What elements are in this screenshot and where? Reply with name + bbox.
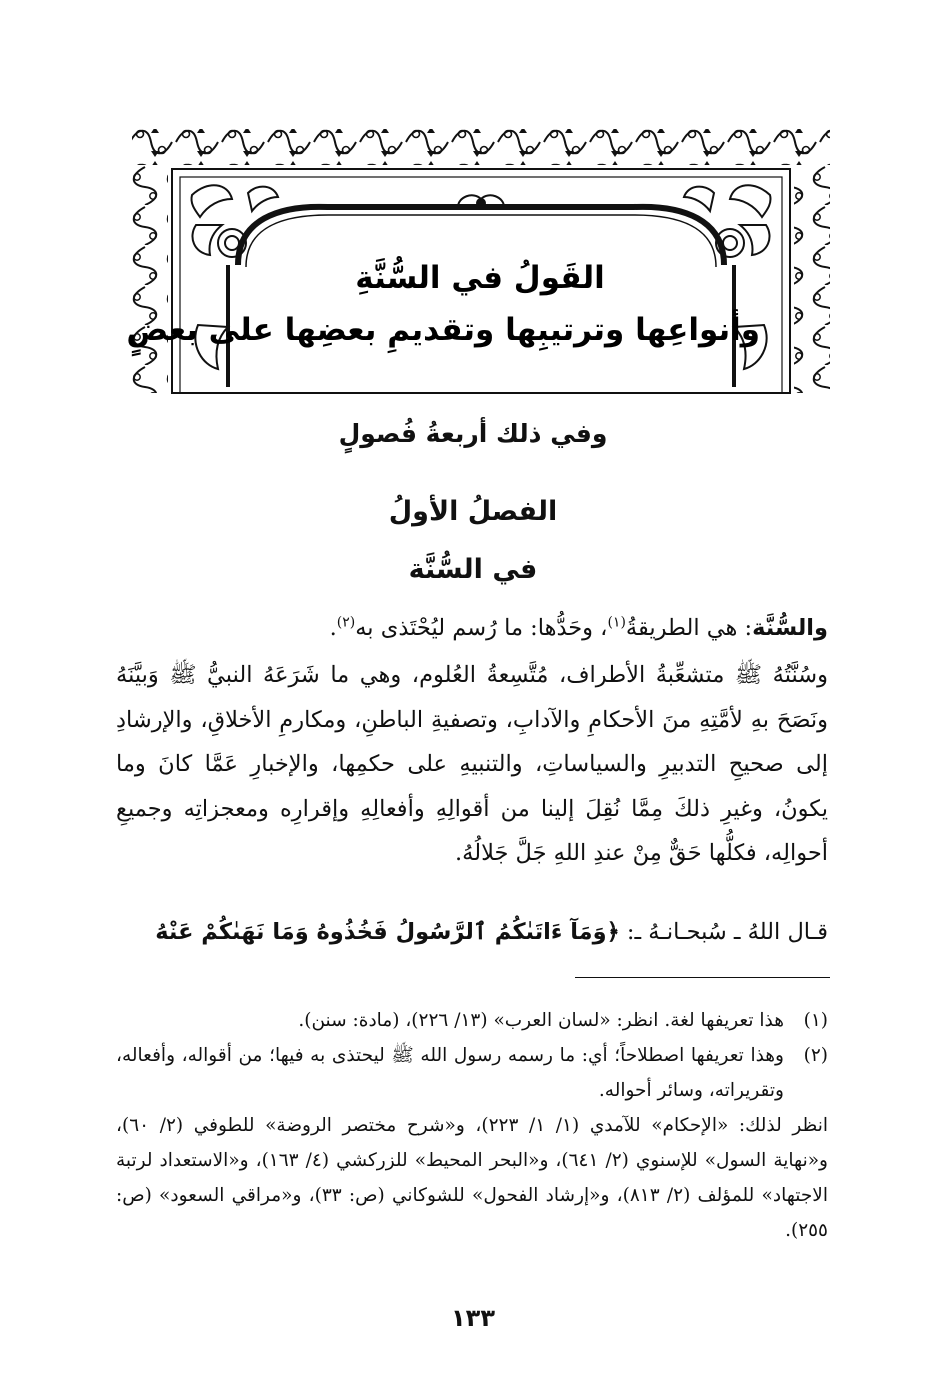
chapter-title-line1: القَولُ في السُّنَّةِ bbox=[355, 260, 605, 296]
footnote-ref-1[interactable]: (١) bbox=[607, 614, 626, 631]
footnote-1 bbox=[116, 1003, 828, 1038]
footnote-text: هذا تعريفها لغة. انظر: «لسان العرب» (١٣/ ٢٢٦)، (مادة: سنن). bbox=[298, 1010, 784, 1031]
footnote-divider bbox=[575, 977, 830, 978]
definition-text-b: ، وحَدُّها: ما رُسم ليُحْتَذى به bbox=[355, 615, 608, 641]
definition-paragraph bbox=[116, 606, 828, 651]
footnotes bbox=[116, 1003, 828, 1248]
intro-heading: وفي ذلك أربعةُ فُصولٍ bbox=[338, 419, 608, 448]
quran-quote-paragraph bbox=[116, 910, 828, 955]
chapter-title bbox=[126, 252, 760, 356]
footnote-2-continuation: انظر لذلك: «الإحكام» للآمدي (١/ ١/ ٢٢٣)، و«شرح مختصر الروضة» للطوفي (٢/ ٦٠)، و«نهاية السول» للإسنوي (٢/ ٦٤١)، و«البحر المحيط» للزركشي (٤/ ١٦٣)، و«الاستعداد لرتبة الاجتهاد» للمؤلف (٢/ ٨١٣)، و«إرشاد الفحول» للشوكاني (ص: ٣٣)، و«مراقي السعود» (ص: ٢٥٥). bbox=[116, 1115, 828, 1241]
footnote-text: وهذا تعريفها اصطلاحاً؛ أي: ما رسمه رسول الله ﷺ ليحتذى به فيها؛ من أقواله، وأفعاله، وتقريراته، وسائر أحواله. bbox=[116, 1045, 784, 1101]
definition-text-a: : هي الطريقةُ bbox=[625, 615, 753, 641]
page-number: ١٣٣ bbox=[451, 1304, 495, 1332]
sunnah-description-paragraph: وسُنَّتُهُ ﷺ متشعِّبةُ الأطراف، مُتَّسِعةُ العُلوم، وهي ما شَرَعَهُ النبيُّ ﷺ وَبيَّنَهُ ونَصَحَ بهِ لأمَّتِهِ منَ الأحكامِ والآدابِ، وتصفيةِ الباطنِ، ومكارمِ الأخلاقِ، والإرشادِ إلى صحيحِ التدبيرِ والسياساتِ، والتنبيهِ على حكمِها، والإخبارِ عَمَّا كانَ وما يكونُ، وغيرِ ذلكَ مِمَّا نُقِلَ إلينا من أقوالِهِ وأفعالِهِ وإقرارِه ومعجزاتِه وجميعِ أحوالِه، فكلُّها حَقٌّ مِنْ عندِ اللهِ جَلَّ جَلالُهُ. bbox=[116, 662, 828, 866]
quran-verse: ﴿وَمَآ ءَاتَىٰكُمُ ٱلرَّسُولُ فَخُذُوهُ وَمَا نَهَىٰكُمْ عَنْهُ bbox=[155, 919, 620, 945]
defined-term: والسُّنَّة bbox=[752, 615, 828, 641]
footnote-number: (٢) bbox=[803, 1045, 828, 1066]
footnote-number: (١) bbox=[803, 1010, 828, 1031]
ornamental-header-frame bbox=[128, 125, 834, 395]
section-subtitle: في السُّنَّة bbox=[408, 554, 538, 585]
chapter-title-line2: وأنواعِها وترتيبِها وتقديمِ بعضِها على بعضٍ bbox=[126, 312, 760, 348]
quote-intro: قـال اللهُ ـ سُبحـانـهُ ـ: bbox=[626, 919, 828, 945]
footnote-2 bbox=[116, 1038, 828, 1108]
section-title: الفصلُ الأولُ bbox=[388, 496, 558, 527]
definition-text-c: . bbox=[329, 615, 337, 641]
footnote-ref-2[interactable]: (٢) bbox=[336, 614, 356, 631]
